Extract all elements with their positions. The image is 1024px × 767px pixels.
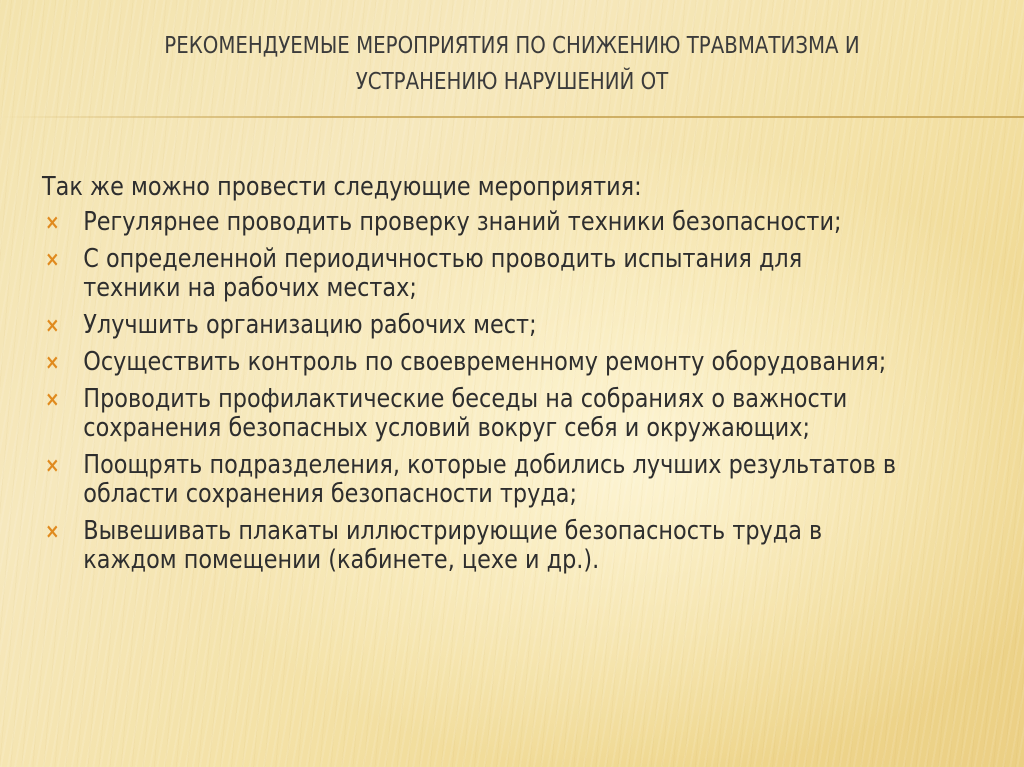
slide-title-line-1: РЕКОМЕНДУЕМЫЕ МЕРОПРИЯТИЯ ПО СНИЖЕНИЮ ТРАВМАТИЗМА И <box>164 33 860 59</box>
list-item-text: С определенной периодичностью проводить испытания для <box>83 244 803 274</box>
list-item <box>42 385 1002 443</box>
measures-list <box>42 208 1002 575</box>
slide-body <box>42 173 1002 583</box>
slide-title <box>123 28 900 100</box>
list-item-text: Поощрять подразделения, которые добились лучших результатов в <box>83 450 897 480</box>
list-item <box>42 245 1002 303</box>
slide-title-line-2: УСТРАНЕНИЮ НАРУШЕНИЙ ОТ <box>355 69 669 95</box>
list-item-text: Вывешивать плакаты иллюстрирующие безопасность труда в <box>83 516 823 546</box>
list-item-text: каждом помещении (кабинете, цехе и др.). <box>83 545 600 575</box>
list-item <box>42 517 1002 575</box>
intro-text: Так же можно провести следующие мероприятия: <box>42 172 642 202</box>
list-item <box>42 348 1002 377</box>
x-bullet-icon: × <box>45 210 60 234</box>
list-item-text: Проводить профилактические беседы на собраниях о важности <box>83 384 848 414</box>
title-divider <box>0 116 1024 118</box>
x-bullet-icon: × <box>45 519 60 543</box>
list-item-text: сохранения безопасных условий вокруг себя и окружающих; <box>83 413 810 443</box>
list-item-text: Улучшить организацию рабочих мест; <box>83 310 537 340</box>
list-item-text: Осуществить контроль по своевременному ремонту оборудования; <box>83 347 887 377</box>
x-bullet-icon: × <box>45 313 60 337</box>
list-item <box>42 208 1002 237</box>
x-bullet-icon: × <box>45 387 60 411</box>
list-item <box>42 451 1002 509</box>
list-item-text: Регулярнее проводить проверку знаний техники безопасности; <box>83 207 842 237</box>
x-bullet-icon: × <box>45 350 60 374</box>
x-bullet-icon: × <box>45 453 60 477</box>
list-item-text: техники на рабочих местах; <box>83 273 417 303</box>
list-item-text: области сохранения безопасности труда; <box>83 479 578 509</box>
x-bullet-icon: × <box>45 247 60 271</box>
list-item <box>42 311 1002 340</box>
